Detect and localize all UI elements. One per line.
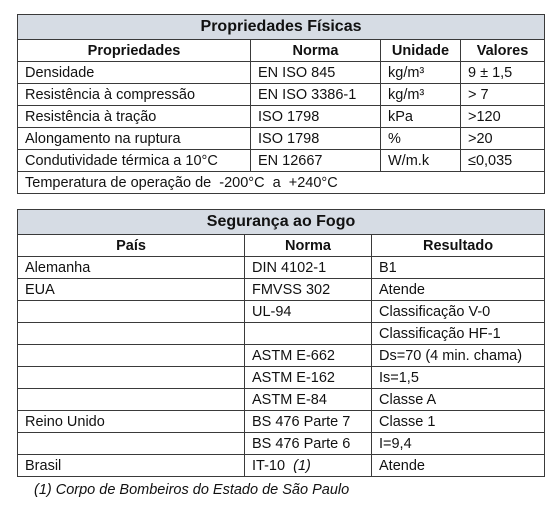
- value-cell: >20: [461, 128, 545, 150]
- table-row: [18, 150, 545, 172]
- table-row: [18, 84, 545, 106]
- table-row: [18, 106, 545, 128]
- result-cell: Ds=70 (4 min. chama): [372, 345, 545, 367]
- standard-cell: ASTM E-84: [245, 389, 372, 411]
- result-cell: I=9,4: [372, 433, 545, 455]
- fire-safety-title: Segurança ao Fogo: [18, 210, 545, 235]
- result-cell: Classe A: [372, 389, 545, 411]
- value-cell: >120: [461, 106, 545, 128]
- table-row: [18, 367, 545, 389]
- unit-cell: kPa: [381, 106, 461, 128]
- result-cell: Is=1,5: [372, 367, 545, 389]
- standard-cell: ASTM E-162: [245, 367, 372, 389]
- fire-safety-table: [17, 209, 545, 477]
- standard-cell: UL-94: [245, 301, 372, 323]
- standard-cell: FMVSS 302: [245, 279, 372, 301]
- col-header-resultado: Resultado: [372, 235, 545, 257]
- unit-cell: kg/m³: [381, 62, 461, 84]
- country-cell: Alemanha: [18, 257, 245, 279]
- col-header-norma: Norma: [245, 235, 372, 257]
- standard-cell: BS 476 Parte 6: [245, 433, 372, 455]
- standard-cell: ISO 1798: [251, 106, 381, 128]
- standard-cell: EN ISO 845: [251, 62, 381, 84]
- standard-cell: BS 476 Parte 7: [245, 411, 372, 433]
- country-cell: [18, 301, 245, 323]
- value-cell: 9 ± 1,5: [461, 62, 545, 84]
- country-cell: Brasil: [18, 455, 245, 477]
- standard-cell: ASTM E-662: [245, 345, 372, 367]
- table-row: [18, 455, 545, 477]
- standard-cell: [245, 323, 372, 345]
- standard-cell: DIN 4102-1: [245, 257, 372, 279]
- col-header-valores: Valores: [461, 40, 545, 62]
- property-cell: Resistência à compressão: [18, 84, 251, 106]
- standard-cell: ISO 1798: [251, 128, 381, 150]
- col-header-pais: País: [18, 235, 245, 257]
- standard-text: IT-10: [252, 457, 286, 474]
- physical-properties-table: [17, 14, 545, 194]
- table-row: [18, 323, 545, 345]
- property-cell: Densidade: [18, 62, 251, 84]
- country-cell: [18, 367, 245, 389]
- operating-temperature-row: Temperatura de operação de -200°C a +240°C: [18, 172, 545, 194]
- result-cell: Classificação V-0: [372, 301, 545, 323]
- property-cell: Condutividade térmica a 10°C: [18, 150, 251, 172]
- physical-properties-title: Propriedades Físicas: [18, 15, 545, 40]
- table-row: [18, 411, 545, 433]
- col-header-norma: Norma: [251, 40, 381, 62]
- col-header-propriedades: Propriedades: [18, 40, 251, 62]
- value-cell: ≤0,035: [461, 150, 545, 172]
- country-cell: Reino Unido: [18, 411, 245, 433]
- footnote-ref: (1): [293, 457, 311, 474]
- table-row: [18, 62, 545, 84]
- result-cell: B1: [372, 257, 545, 279]
- table-row: [18, 301, 545, 323]
- result-cell: Classificação HF-1: [372, 323, 545, 345]
- col-header-unidade: Unidade: [381, 40, 461, 62]
- country-cell: [18, 389, 245, 411]
- country-cell: EUA: [18, 279, 245, 301]
- footnote: (1) Corpo de Bombeiros do Estado de São Paulo: [34, 482, 350, 498]
- result-cell: Atende: [372, 279, 545, 301]
- table-row: [18, 279, 545, 301]
- table-row: [18, 433, 545, 455]
- table-row: [18, 128, 545, 150]
- table-row: [18, 345, 545, 367]
- country-cell: [18, 323, 245, 345]
- country-cell: [18, 345, 245, 367]
- unit-cell: W/m.k: [381, 150, 461, 172]
- property-cell: Alongamento na ruptura: [18, 128, 251, 150]
- result-cell: Atende: [372, 455, 545, 477]
- country-cell: [18, 433, 245, 455]
- table-row: [18, 389, 545, 411]
- unit-cell: kg/m³: [381, 84, 461, 106]
- value-cell: > 7: [461, 84, 545, 106]
- standard-cell: EN 12667: [251, 150, 381, 172]
- standard-cell: [245, 455, 372, 477]
- table-row: [18, 257, 545, 279]
- unit-cell: %: [381, 128, 461, 150]
- result-cell: Classe 1: [372, 411, 545, 433]
- standard-cell: EN ISO 3386-1: [251, 84, 381, 106]
- property-cell: Resistência à tração: [18, 106, 251, 128]
